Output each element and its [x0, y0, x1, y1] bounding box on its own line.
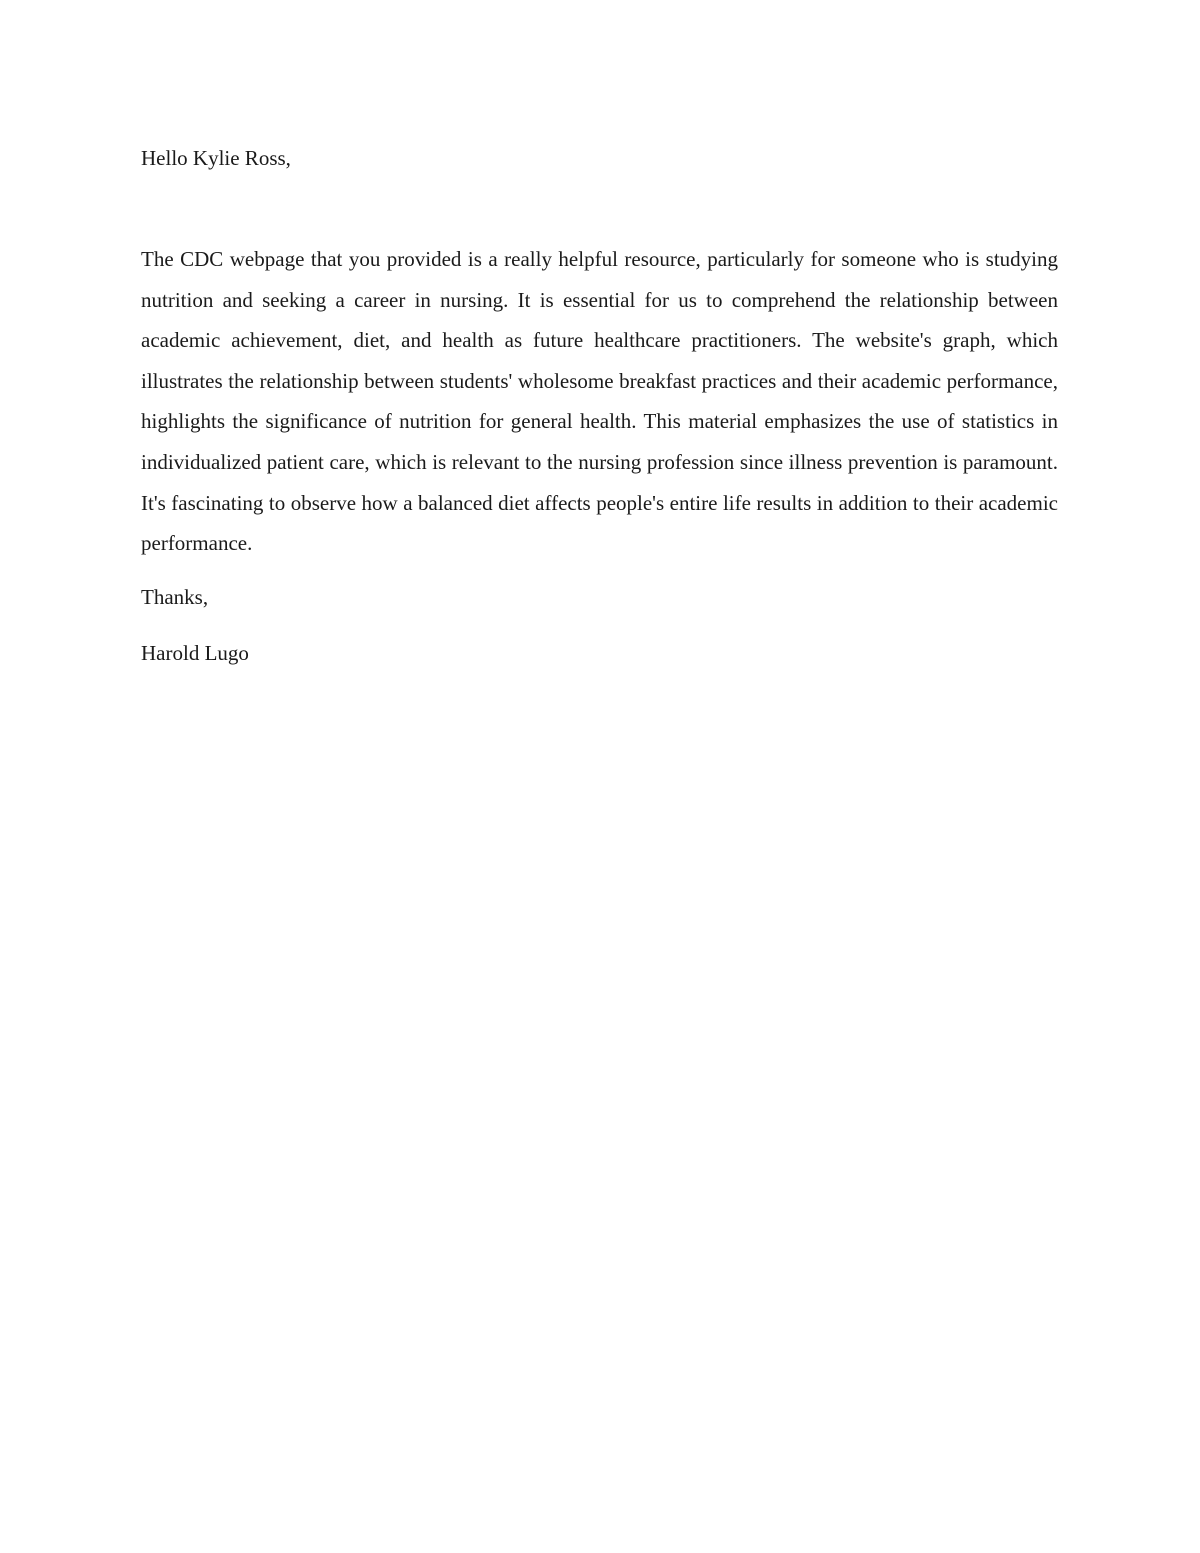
letter-body: The CDC webpage that you provided is a really helpful resource, particularly for someone who is studying nutrition and seeking a career in nursing. It is essential for us to comprehend the relationship between academic achievement, diet, and health as future healthcare practitioners. The website's graph, which illustrates the relationship between students' wholesome breakfast practices and their academic performance, highlights the significance of nutrition for general health. This material emphasizes the use of statistics in individualized patient care, which is relevant to the nursing profession since illness prevention is paramount. It's fascinating to observe how a balanced diet affects people's entire life results in addition to their academic performance.: [141, 247, 1058, 556]
letter-signature: Harold Lugo: [141, 640, 249, 665]
letter-closing: Thanks,: [141, 584, 209, 609]
letter-greeting: Hello Kylie Ross,: [141, 146, 291, 170]
letter: [141, 141, 1058, 670]
